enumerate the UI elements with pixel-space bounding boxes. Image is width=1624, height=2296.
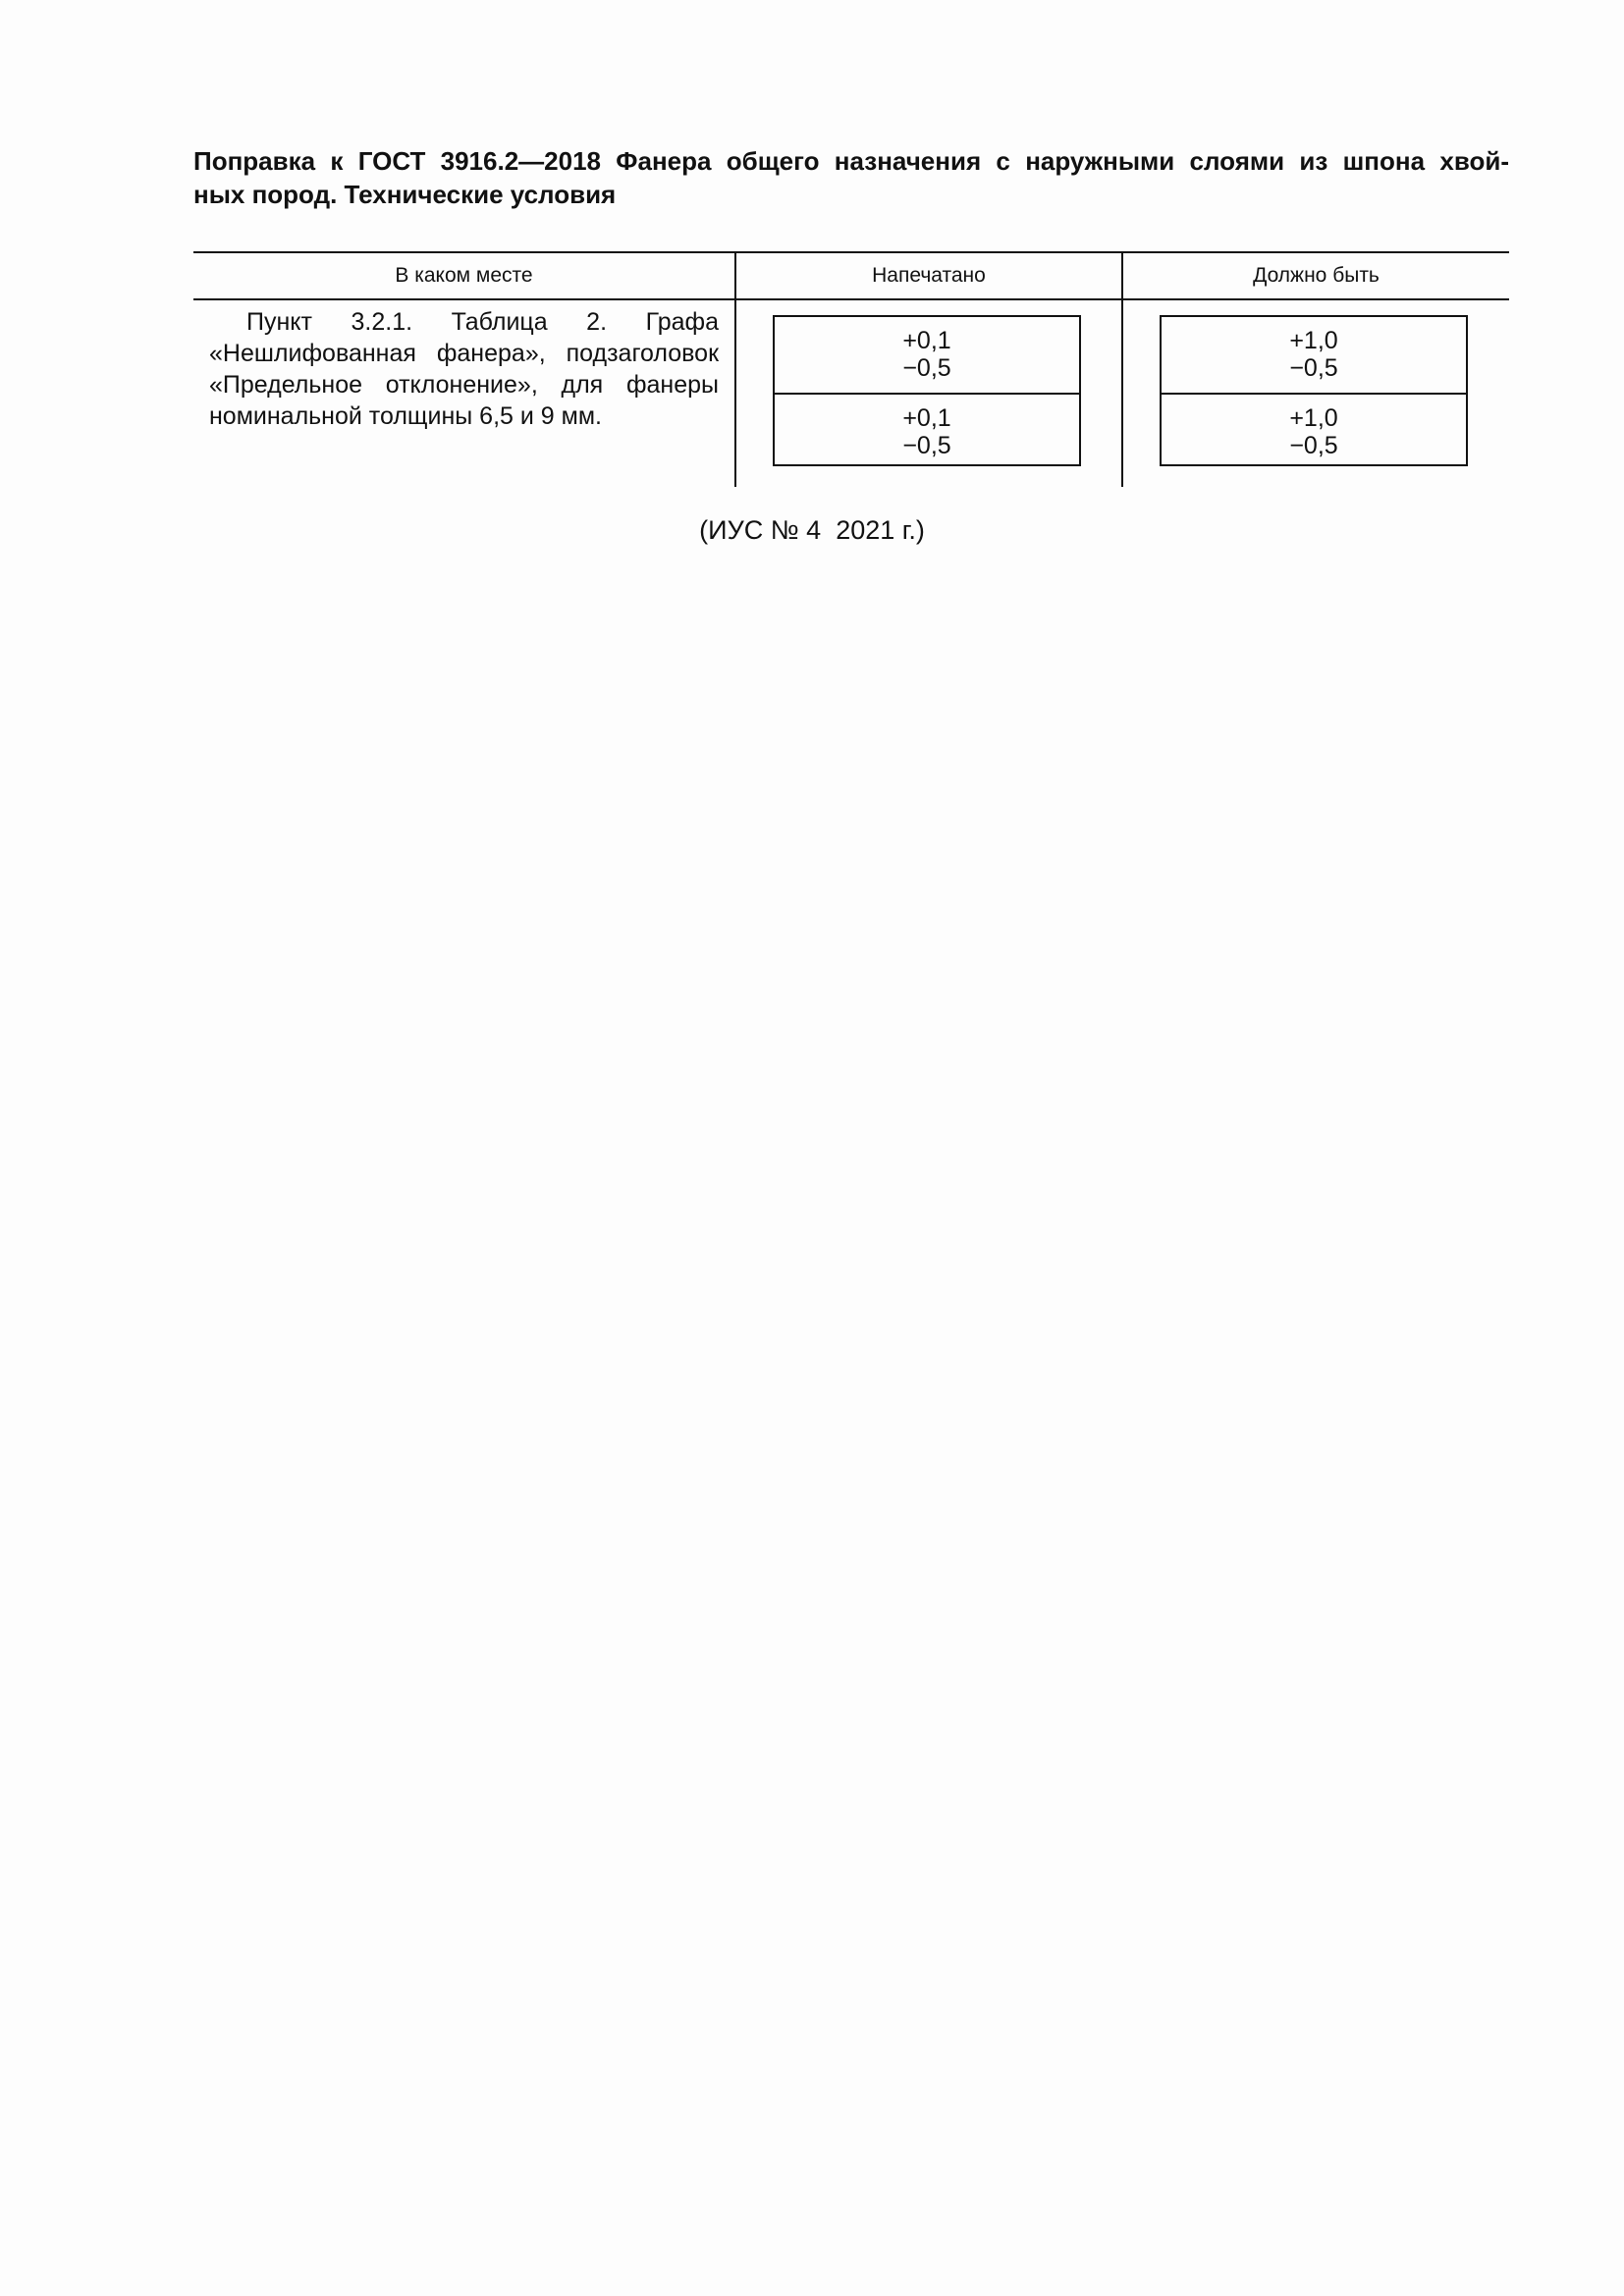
correct-lower-deviation-2: −0,5 — [1289, 432, 1338, 459]
printed-upper-deviation-2: +0,1 — [902, 404, 951, 432]
correct-lower-deviation-1: −0,5 — [1289, 354, 1338, 382]
correct-value-row-2 — [1162, 393, 1466, 466]
printed-value-row-2 — [775, 393, 1079, 466]
title-line-2: ных пород. Технические условия — [193, 180, 617, 209]
correction-location: Пункт 3.2.1. Таблица 2. Графа «Нешлифованная фанера», подзаголовок «Предельное отклонение», для фанеры номинальной толщины 6,5 и 9 мм. — [209, 308, 719, 430]
printed-upper-deviation-1: +0,1 — [902, 327, 951, 354]
printed-lower-deviation-2: −0,5 — [902, 432, 951, 459]
correct-value-row-1 — [1162, 317, 1466, 393]
document-title — [193, 144, 1509, 211]
correction-table — [193, 251, 1509, 487]
header-should-be: Должно быть — [1253, 264, 1380, 287]
printed-values-box — [773, 315, 1081, 466]
header-where: В каком месте — [395, 264, 533, 287]
table-header-rule — [193, 298, 1509, 300]
publication-reference: (ИУС № 4 2021 г.) — [699, 515, 925, 545]
header-printed: Напечатано — [872, 264, 986, 287]
title-line-1: Поправка к ГОСТ 3916.2—2018 Фанера общего назначения с наружными слоями из шпона хвой- — [193, 146, 1509, 176]
correct-values-box — [1160, 315, 1468, 466]
printed-value-row-1 — [775, 317, 1079, 393]
correct-upper-deviation-2: +1,0 — [1289, 404, 1338, 432]
printed-lower-deviation-1: −0,5 — [902, 354, 951, 382]
correct-upper-deviation-1: +1,0 — [1289, 327, 1338, 354]
